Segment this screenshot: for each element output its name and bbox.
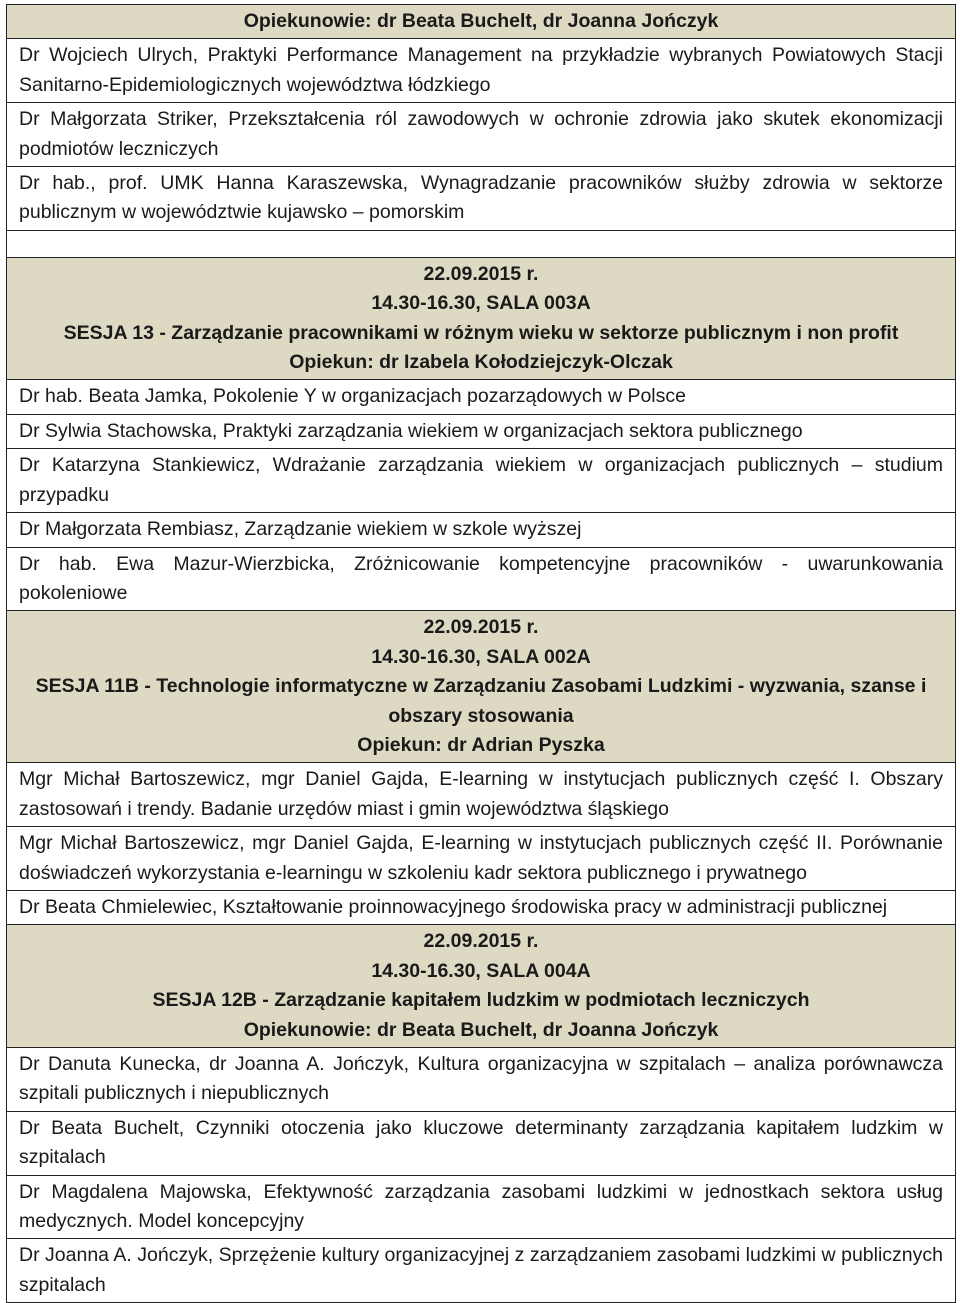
session-header (7, 611, 956, 763)
paper-row (7, 380, 956, 414)
paper-row (7, 1239, 956, 1303)
session-header-line: SESJA 12B - Zarządzanie kapitałem ludzkim w podmiotach leczniczych (152, 989, 810, 1012)
paper-entry: Mgr Michał Bartoszewicz, mgr Daniel Gajda, E-learning w instytucjach publicznych część I. Obszary zastosowań i trendy. Badanie urzędów miast i gmin województwa śląskiego (7, 763, 956, 827)
session-header-line: SESJA 11B - Technologie informatyczne w Zarządzaniu Zasobami Ludzkimi - wyzwania, szanse i obszary stosowania (35, 675, 927, 727)
paper-entry: Dr Wojciech Ulrych, Praktyki Performance Management na przykładzie wybranych Powiatowych Stacji Sanitarno-Epidemiologicznych województwa łódzkiego (7, 39, 956, 103)
paper-row (7, 890, 956, 924)
session-header-line: SESJA 13 - Zarządzanie pracownikami w różnym wieku w sektorze publicznym i non profit (63, 321, 899, 344)
paper-row (7, 167, 956, 231)
paper-row (7, 763, 956, 827)
session-header-line: 22.09.2015 r. (423, 930, 539, 953)
session-header-line: 14.30-16.30, SALA 002A (371, 645, 591, 668)
session-header-line: 14.30-16.30, SALA 003A (371, 292, 591, 315)
paper-entry: Dr Katarzyna Stankiewicz, Wdrażanie zarządzania wiekiem w organizacjach publicznych – studium przypadku (7, 449, 956, 513)
paper-row (7, 449, 956, 513)
schedule-body (7, 5, 956, 1303)
paper-entry: Dr hab., prof. UMK Hanna Karaszewska, Wynagradzanie pracowników służby zdrowia w sektorze publicznym w województwie kujawsko – pomorskim (7, 167, 956, 231)
paper-entry: Dr hab. Ewa Mazur-Wierzbicka, Zróżnicowanie kompetencyjne pracowników - uwarunkowania pokoleniowe (7, 547, 956, 611)
session-header-line: 22.09.2015 r. (423, 262, 539, 285)
paper-row (7, 414, 956, 448)
paper-entry: Dr hab. Beata Jamka, Pokolenie Y w organizacjach pozarządowych w Polsce (7, 380, 956, 414)
session-header-line: Opiekun: dr Izabela Kołodziejczyk-Olczak (289, 351, 673, 374)
paper-row (7, 1111, 956, 1175)
session-header-row (7, 5, 956, 39)
paper-row (7, 1048, 956, 1112)
session-header (7, 257, 956, 380)
separator-row (7, 230, 956, 257)
paper-row (7, 827, 956, 891)
session-header-line: 22.09.2015 r. (423, 616, 539, 639)
session-header-row (7, 611, 956, 763)
schedule-table (6, 4, 956, 1303)
paper-entry: Dr Sylwia Stachowska, Praktyki zarządzania wiekiem w organizacjach sektora publicznego (7, 414, 956, 448)
paper-entry: Dr Małgorzata Striker, Przekształcenia ról zawodowych w ochronie zdrowia jako skutek ekonomizacji podmiotów leczniczych (7, 103, 956, 167)
session-header-line: Opiekunowie: dr Beata Buchelt, dr Joanna Jończyk (243, 10, 719, 32)
session-header-line: 14.30-16.30, SALA 004A (371, 959, 591, 982)
paper-row (7, 547, 956, 611)
paper-entry: Dr Danuta Kunecka, dr Joanna A. Jończyk, Kultura organizacyjna w szpitalach – analiza porównawcza szpitali publicznych i niepublicznych (7, 1048, 956, 1112)
paper-row (7, 1175, 956, 1239)
session-header-line: Opiekunowie: dr Beata Buchelt, dr Joanna Jończyk (243, 1018, 719, 1041)
paper-entry: Dr Magdalena Majowska, Efektywność zarządzania zasobami ludzkimi w jednostkach sektora usług medycznych. Model koncepcyjny (7, 1175, 956, 1239)
paper-entry: Dr Joanna A. Jończyk, Sprzężenie kultury organizacyjnej z zarządzaniem zasobami ludzkimi w publicznych szpitalach (7, 1239, 956, 1303)
session-header-line: Opiekun: dr Adrian Pyszka (357, 733, 605, 756)
paper-row (7, 39, 956, 103)
session-header-row (7, 925, 956, 1048)
conference-program (6, 4, 956, 1303)
empty-cell (7, 230, 956, 257)
session-header-row (7, 257, 956, 380)
paper-row (7, 103, 956, 167)
session-header (7, 925, 956, 1048)
paper-row (7, 513, 956, 547)
paper-entry: Mgr Michał Bartoszewicz, mgr Daniel Gajda, E-learning w instytucjach publicznych część II. Porównanie doświadczeń wykorzystania e-learningu w szkoleniu kadr sektora publicznego i prywatnego (7, 827, 956, 891)
session-header (7, 5, 956, 39)
paper-entry: Dr Beata Chmielewiec, Kształtowanie proinnowacyjnego środowiska pracy w administracji publicznej (7, 890, 956, 924)
paper-entry: Dr Beata Buchelt, Czynniki otoczenia jako kluczowe determinanty zarządzania kapitałem ludzkim w szpitalach (7, 1111, 956, 1175)
paper-entry: Dr Małgorzata Rembiasz, Zarządzanie wiekiem w szkole wyższej (7, 513, 956, 547)
